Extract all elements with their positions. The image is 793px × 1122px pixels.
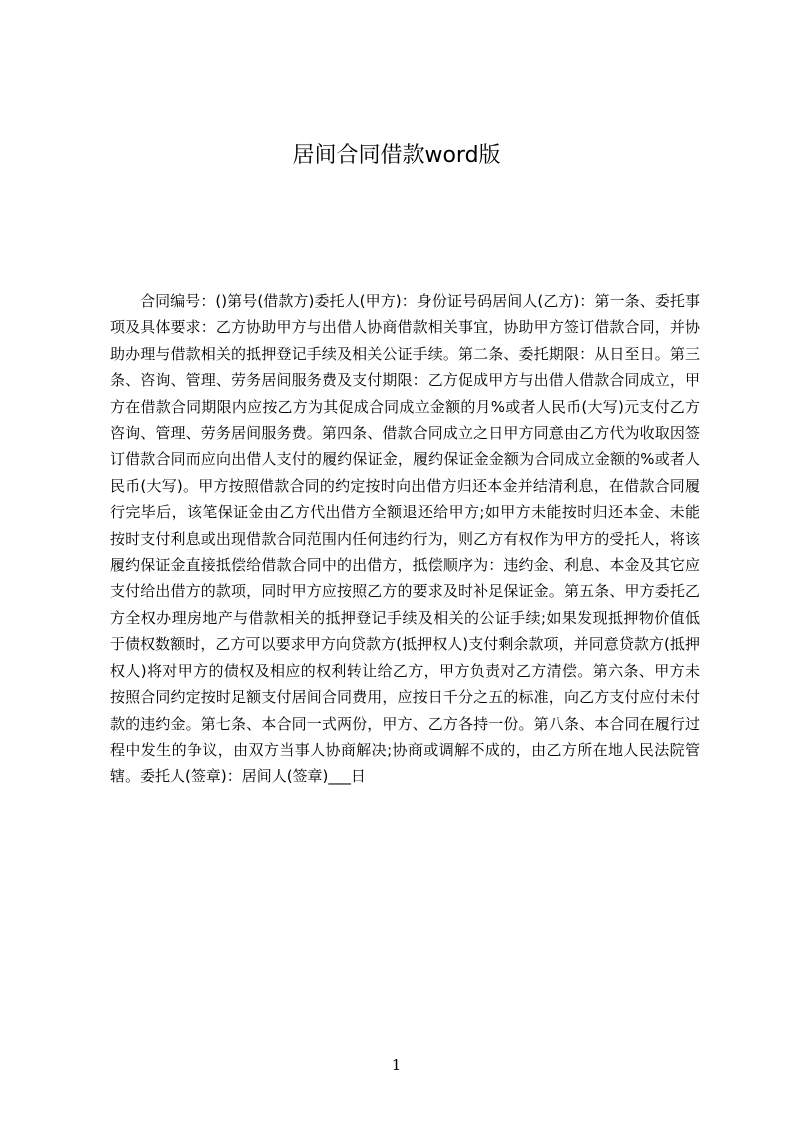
document-title: 居间合同借款word版 — [292, 143, 501, 168]
contract-body-paragraph: 合同编号：()第号(借款方)委托人(甲方)：身份证号码居间人(乙方)：第一条、委托事项及具体要求：乙方协助甲方与出借人协商借款相关事宜，协助甲方签订借款合同，并协助办理与借款相关的抵押登记手续及相关公证手续。第二条、委托期限：从日至日。第三条、咨询、管理、劳务居间服务费及支付期限：乙方促成甲方与出借人借款合同成立，甲方在借款合同期限内应按乙方为其促成合同成立金额的月%或者人民币(大写)元支付乙方咨询、管理、劳务居间服务费。第四条、借款合同成立之日甲方同意由乙方代为收取因签订借款合同而应向出借人支付的履约保证金，履约保证金金额为合同成立金额的%或者人民币(大写)。甲方按照借款合同的约定按时向出借方归还本金并结清利息，在借款合同履行完毕后，该笔保证金由乙方代出借方全额退还给甲方;如甲方未能按时归还本金、未能按时支付利息或出现借款合同范围内任何违约行为，则乙方有权作为甲方的受托人，将该履约保证金直接抵偿给借款合同中的出借方，抵偿顺序为：违约金、利息、本金及其它应支付给出借方的款项，同时甲方应按照乙方的要求及时补足保证金。第五条、甲方委托乙方全权办理房地产与借款相关的抵押登记手续及相关的公证手续;如果发现抵押物价值低于债权数额时，乙方可以要求甲方向贷款方(抵押权人)支付剩余款项，并同意贷款方(抵押权人)将对甲方的债权及相应的权利转让给乙方，甲方负责对乙方清偿。第六条、甲方未按照合同约定按时足额支付居间合同费用，应按日千分之五的标准，向乙方支付应付未付款的违约金。第七条、本合同一式两份，甲方、乙方各持一份。第八条、本合同在履行过程中发生的争议，由双方当事人协商解决;协商或调解不成的，由乙方所在地人民法院管辖。委托人(签章)：居间人(签章)___日 — [110, 292, 700, 786]
page-number: 1 — [391, 1056, 402, 1074]
